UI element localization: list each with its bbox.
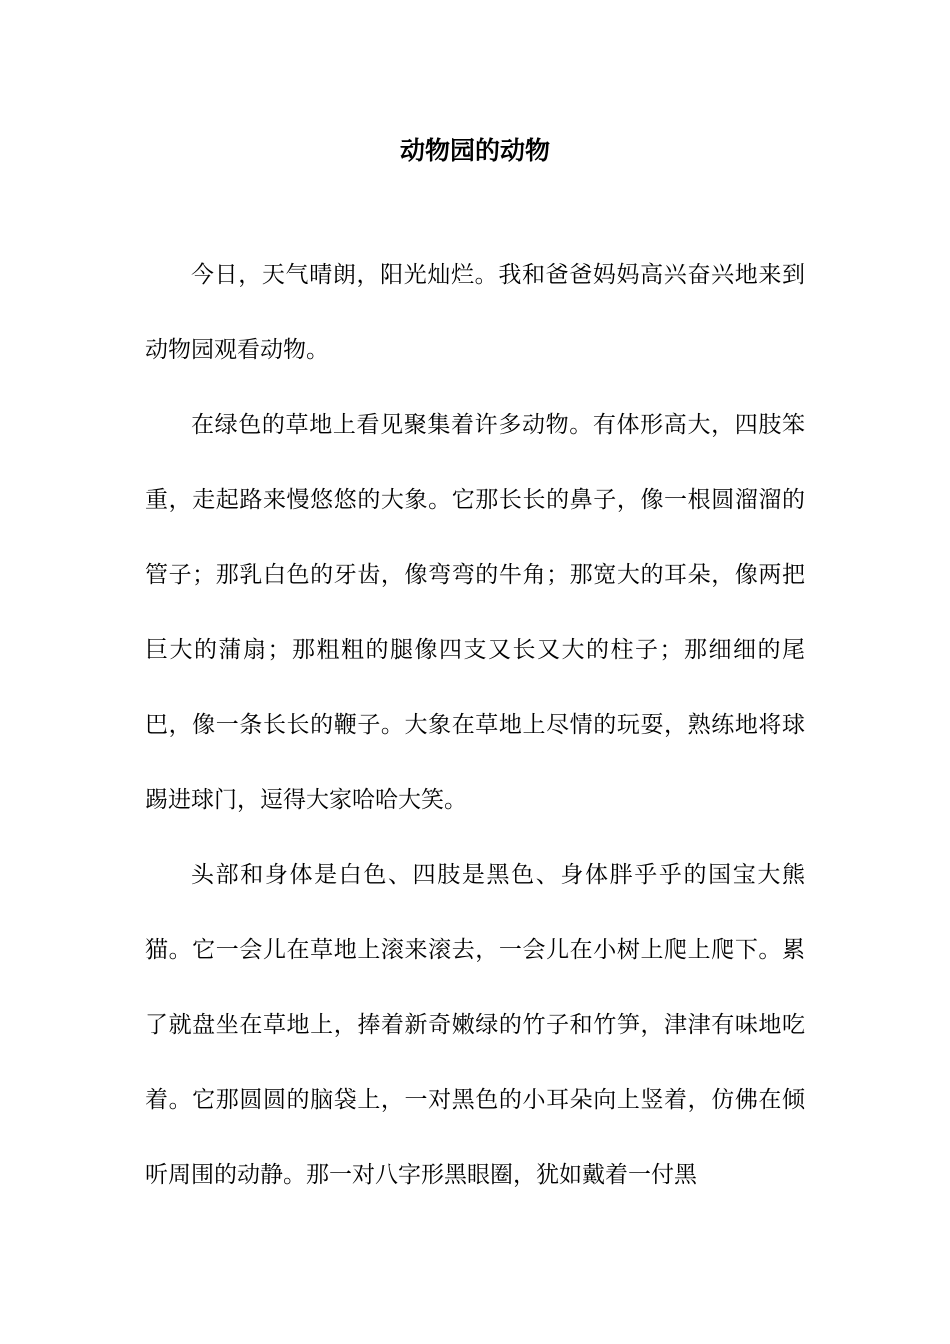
paragraph-3: 头部和身体是白色、四肢是黑色、身体胖乎乎的国宝大熊猫。它一会儿在草地上滚来滚去，一会儿在小树上爬上爬下。累了就盘坐在草地上，捧着新奇嫩绿的竹子和竹笋，津津有味地吃着。它那圆圆的脑袋上，一对黑色的小耳朵向上竖着，仿佛在倾听周围的动静。那一对八字形黑眼圈，犹如戴着一付黑	[145, 862, 805, 1188]
document-title: 动物园的动物	[399, 136, 550, 165]
paragraph-1: 今日，天气晴朗，阳光灿烂。我和爸爸妈妈高兴奋兴地来到动物园观看动物。	[145, 262, 805, 363]
paragraph-2: 在绿色的草地上看见聚集着许多动物。有体形高大，四肢笨重，走起路来慢悠悠的大象。它那长长的鼻子，像一根圆溜溜的管子；那乳白色的牙齿，像弯弯的牛角；那宽大的耳朵，像两把巨大的蒲扇；那粗粗的腿像四支又长又大的柱子；那细细的尾巴，像一条长长的鞭子。大象在草地上尽情的玩耍，熟练地将球踢进球门，逗得大家哈哈大笑。	[145, 412, 805, 813]
document-body	[145, 238, 805, 1213]
